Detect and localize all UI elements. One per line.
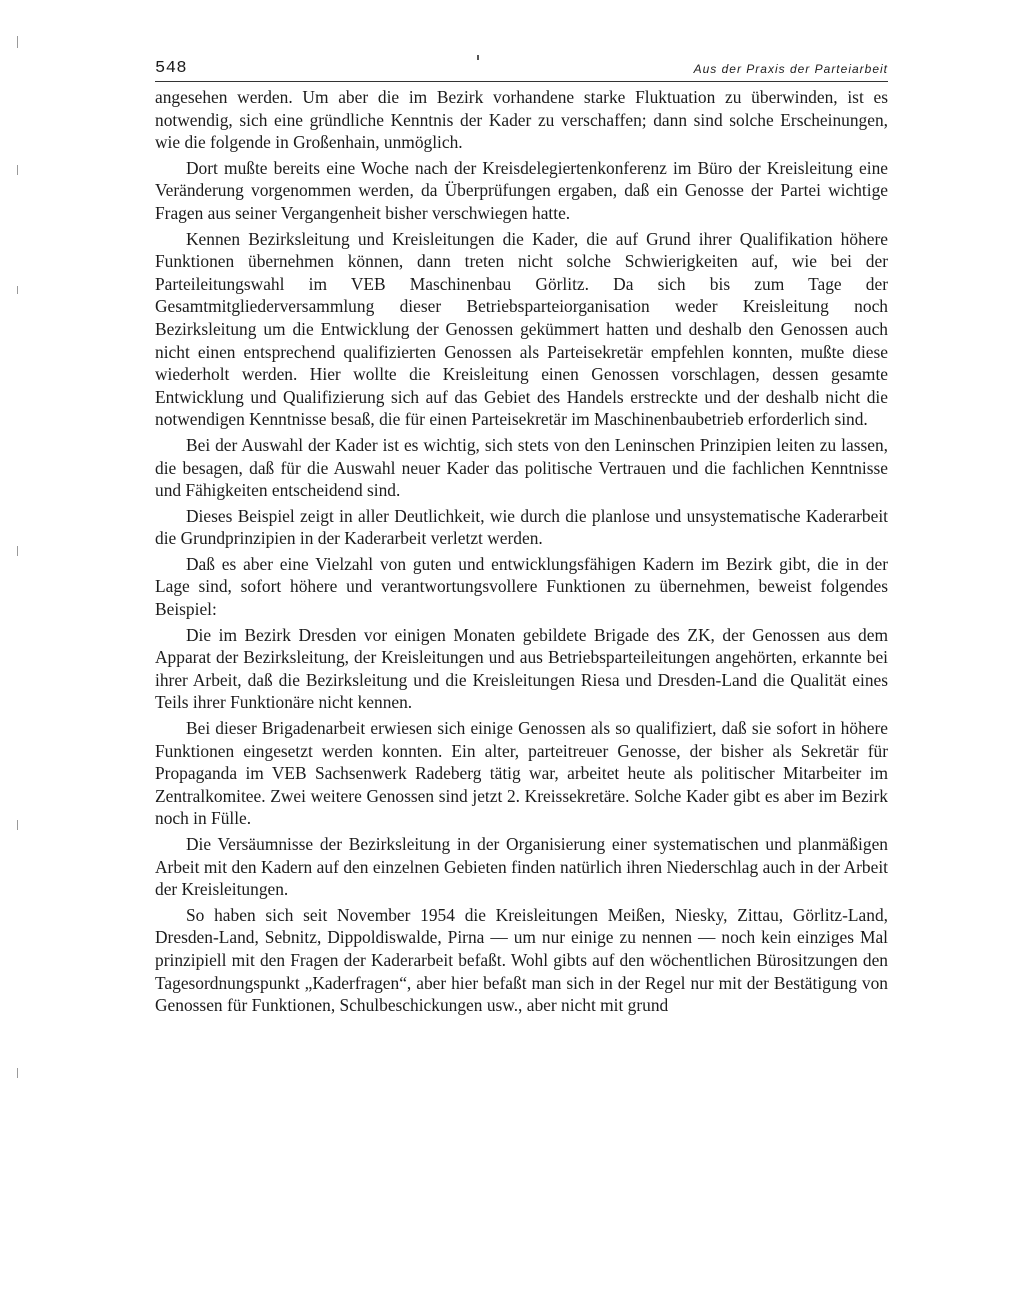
paragraph-continued: angesehen werden. Um aber die im Bezirk vorhandene starke Fluktuation zu überwinden, ist es notwendig, sich eine gründliche Kenntnis der Kader zu verschaffen; dann sind solche Erscheinungen, wie die folgende in Großenhain, unmöglich.: [155, 87, 888, 153]
page-number: 548: [155, 59, 188, 78]
paragraph: Dieses Beispiel zeigt in aller Deutlichkeit, wie durch die planlose und unsystematische Kaderarbeit die Grundprinzipien in der Kaderarbeit verletzt werden.: [155, 505, 888, 549]
book-page: [155, 58, 888, 1020]
paragraph: Kennen Bezirksleitung und Kreisleitungen die Kader, die auf Grund ihrer Qualifikation höhere Funktionen übernehmen können, dann treten nicht solche Schwierigkeiten auf, wie bei der Parteileitungswahl im VEB Maschinenbau Görlitz. Da sich bis zum Tage der Gesamtmitgliederversammlung dieser Betriebsparteiorganisation weder Kreisleitung noch Bezirksleitung um die Entwicklung der Genossen gekümmert hatten und deshalb den Genossen auch nicht einen entsprechend qualifizierten Genossen als Parteisekretär empfehlen konnten, mußte diese wiederholt werden. Hier wollte die Kreisleitung einen Genossen vorschlagen, dessen gesamte Entwicklung und Qualifizierung sich auf das Gebiet des Handels erstreckte und der deshalb nicht die notwendigen Kenntnisse besaß, die für einen Parteisekretär im Maschinenbaubetrieb erforderlich sind.: [155, 228, 888, 430]
margin-mark: [17, 546, 18, 556]
margin-mark: [17, 820, 18, 830]
margin-mark: [17, 36, 18, 48]
paragraph: So haben sich seit November 1954 die Kreisleitungen Meißen, Niesky, Zittau, Görlitz-Land, Dresden-Land, Sebnitz, Dippoldiswalde, Pirna — um nur einige zu nennen — noch kein einziges Mal prinzipiell mit den Fragen der Kaderarbeit befaßt. Wohl gibts auf den wöchentlichen Bürositzungen den Tagesordnungspunkt „Kaderfragen“, aber hier befaßt man sich in der Regel nur mit der Bestätigung von Genossen für Funktionen, Schulbeschickungen usw., aber nicht mit grund: [155, 904, 888, 1016]
paragraph: Bei der Auswahl der Kader ist es wichtig, sich stets von den Leninschen Prinzipien leiten zu lassen, die besagen, daß für die Auswahl neuer Kader das politische Vertrauen und die fachlichen Kenntnisse und Fähigkeiten entscheidend sind.: [155, 434, 888, 501]
running-title: Aus der Praxis der Parteiarbeit: [693, 62, 888, 76]
margin-mark: [17, 286, 18, 294]
paragraph: Dort mußte bereits eine Woche nach der Kreisdelegiertenkonferenz im Büro der Kreisleitung eine Veränderung vorgenommen werden, da Überprüfungen ergaben, daß ein Genosse der Partei wichtige Fragen aus seiner Vergangenheit bisher verschwiegen hatte.: [155, 157, 888, 223]
paragraph: Bei dieser Brigadenarbeit erwiesen sich einige Genossen als so qualifiziert, daß sie sofort in höhere Funktionen eingesetzt werden konnten. Ein alter, parteitreuer Genosse, der bisher als Sekretär für Propaganda im VEB Sachsenwerk Radeberg tätig war, arbeitet heute als politischer Mitarbeiter im Zentralkomitee. Zwei weitere Genossen sind jetzt 2. Kreissekretäre. Solche Kader gibt es aber im Bezirk noch in Fülle.: [155, 718, 888, 829]
page-header: [155, 58, 888, 86]
body-text: [155, 86, 888, 1017]
margin-mark: [17, 165, 18, 175]
header-rule: [155, 81, 888, 82]
paragraph: Die im Bezirk Dresden vor einigen Monaten gebildete Brigade des ZK, der Genossen aus dem Apparat der Bezirksleitung, der Kreisleitungen und aus Betriebsparteileitungen angehörten, erkannte bei ihrer Arbeit, daß die Bezirksleitung und die Kreisleitungen Riesa und Dresden-Land die Qualität eines Teils ihrer Funktionäre nicht kennen.: [155, 624, 888, 713]
paragraph: Die Versäumnisse der Bezirksleitung in der Organisierung einer systematischen und planmäßigen Arbeit mit den Kadern auf den einzelnen Gebieten finden natürlich ihren Niederschlag auch in der Arbeit der Kreisleitungen.: [155, 834, 888, 900]
margin-mark: [17, 1068, 18, 1078]
paragraph: Daß es aber eine Vielzahl von guten und entwicklungsfähigen Kadern im Bezirk gibt, die in der Lage sind, sofort höhere und verantwortungsvollere Funktionen zu übernehmen, beweist folgendes Beispiel:: [155, 553, 888, 620]
